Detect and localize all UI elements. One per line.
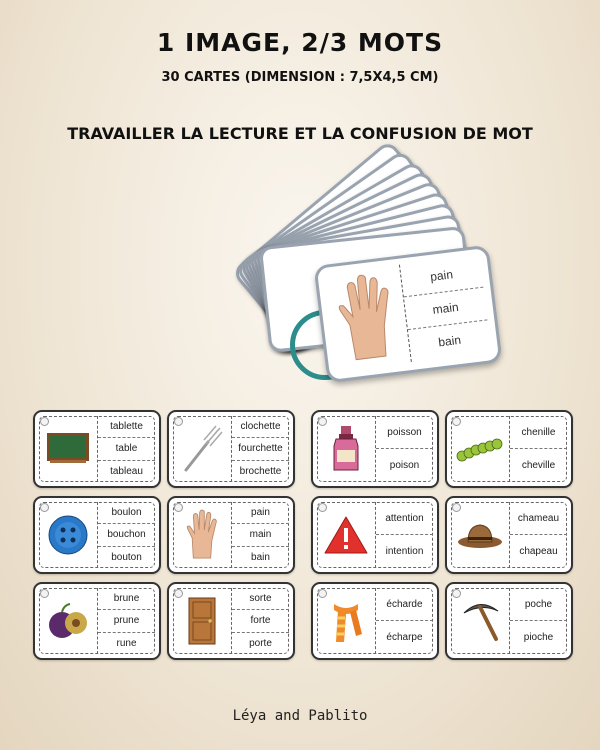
word-list — [509, 502, 567, 568]
word-list — [375, 502, 433, 568]
word: fourchette — [232, 438, 289, 460]
word-card — [311, 582, 439, 660]
word-card — [445, 410, 573, 488]
pickaxe-icon — [455, 594, 505, 648]
word-list — [97, 588, 155, 654]
word: sorte — [232, 588, 289, 610]
hand-icon — [177, 508, 227, 562]
word: forte — [232, 610, 289, 632]
word: tableau — [110, 465, 143, 477]
word: pain — [400, 255, 483, 298]
word-list — [231, 416, 289, 482]
word: main — [404, 288, 487, 331]
door-icon — [177, 594, 227, 648]
word: poison — [389, 459, 420, 471]
page-subtitle: 30 CARTES (DIMENSION : 7,5X4,5 CM) — [161, 70, 439, 85]
plum-icon — [43, 594, 93, 648]
word: bain — [437, 332, 462, 350]
word: chapeau — [519, 545, 558, 557]
scarf-icon — [321, 594, 371, 648]
word-list — [375, 416, 433, 482]
word-card — [167, 496, 295, 574]
page-title: 1 IMAGE, 2/3 MOTS — [156, 28, 444, 57]
word: pain — [232, 502, 289, 524]
word-list — [509, 588, 567, 654]
word: boulon — [98, 502, 155, 524]
warning-sign-icon — [321, 508, 371, 562]
word: main — [232, 524, 289, 546]
hat-icon — [455, 508, 505, 562]
caterpillar-icon — [455, 422, 505, 476]
word-card — [167, 582, 295, 660]
word-list — [375, 588, 433, 654]
word: écharpe — [386, 631, 423, 643]
word-list — [231, 502, 289, 568]
section-heading: TRAVAILLER LA LECTURE ET LA CONFUSION DE MOT — [67, 124, 533, 143]
word: poisson — [376, 416, 433, 449]
word: bouton — [111, 551, 142, 563]
word-list — [231, 588, 289, 654]
button-icon — [43, 508, 93, 562]
word: chameau — [510, 502, 567, 535]
word: cheville — [521, 459, 556, 471]
word: porte — [249, 637, 272, 649]
word: table — [98, 438, 155, 460]
word-list — [97, 502, 155, 568]
word: bouchon — [98, 524, 155, 546]
word: prune — [98, 610, 155, 632]
word: clochette — [232, 416, 289, 438]
word-list — [97, 416, 155, 482]
word-card — [33, 496, 161, 574]
word: attention — [376, 502, 433, 535]
word: écharde — [376, 588, 433, 621]
poison-bottle-icon — [321, 422, 371, 476]
fan-front-card — [313, 245, 502, 384]
word-card — [33, 582, 161, 660]
word: bain — [251, 551, 270, 563]
word: brune — [98, 588, 155, 610]
chalkboard-icon — [43, 422, 93, 476]
word: tablette — [98, 416, 155, 438]
word: chenille — [510, 416, 567, 449]
word: poche — [510, 588, 567, 621]
word-card — [311, 496, 439, 574]
hand-icon — [326, 269, 406, 367]
word-card — [311, 410, 439, 488]
footer-brand: Léya and Pablito — [232, 708, 368, 724]
word-card — [445, 582, 573, 660]
card-fan — [130, 160, 500, 385]
word: rune — [116, 637, 137, 649]
word-card — [445, 496, 573, 574]
word-list — [399, 255, 491, 362]
word: brochette — [239, 465, 282, 477]
word: intention — [385, 545, 424, 557]
word: pioche — [523, 631, 554, 643]
word-list — [509, 416, 567, 482]
fork-icon — [177, 422, 227, 476]
word-card — [33, 410, 161, 488]
word-card — [167, 410, 295, 488]
